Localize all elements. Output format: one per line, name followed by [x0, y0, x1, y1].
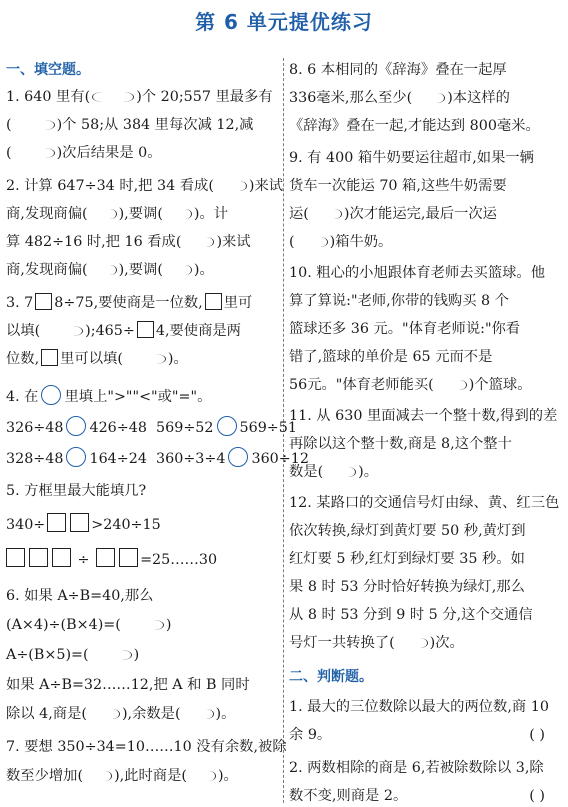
q2-text: )。 — [193, 262, 214, 278]
q8-text: 《辞海》叠在一起,才能达到 800毫米。 — [289, 118, 540, 134]
blank[interactable] — [89, 709, 120, 719]
q3-text: 位数, — [6, 351, 40, 367]
q3-text: 里可 — [223, 295, 253, 311]
q6-text: ) — [133, 647, 140, 663]
q1-text: )次后结果是 0。 — [56, 145, 162, 161]
j2-text: 2. 两数相除的商是 6,若被除数除以 3,除 — [289, 760, 544, 776]
q2-text: 算 482÷16 时,把 16 看成( — [6, 234, 182, 250]
blank[interactable] — [85, 771, 112, 781]
q1-text: )个 20;557 里最多有 — [136, 89, 273, 105]
q3-text: 4,要使商是两 — [155, 323, 241, 339]
q3-text: )。 — [167, 351, 188, 367]
q11-text: 再除以这个整十数,商是 8,这个整十 — [289, 436, 512, 452]
q9-text: 货车一次能运 70 箱,这些牛奶需要 — [289, 178, 507, 194]
q3-text: 8÷75,要使商是一位数, — [54, 295, 203, 311]
expression: 360÷3÷4 — [156, 451, 226, 467]
expression: 569÷51 — [239, 420, 297, 436]
section-true-false: 二、判断题。 — [289, 669, 373, 685]
q12-text: 号灯一共转换了( — [289, 635, 395, 651]
q12-text: )次。 — [429, 635, 464, 651]
q9-text: )箱牛奶。 — [329, 234, 393, 250]
q2-text: ),要调( — [118, 206, 163, 222]
blank[interactable] — [90, 209, 117, 219]
q3-text: 里可以填( — [60, 351, 123, 367]
q6-text: A÷(B×5)=( — [6, 647, 89, 663]
q8-text: )本这样的 — [447, 90, 510, 106]
blank[interactable] — [42, 326, 83, 336]
blank[interactable] — [397, 638, 428, 648]
q6-text: 6. 如果 A÷B=40,那么 — [6, 588, 154, 604]
answer-parentheses[interactable]: ( ) — [529, 788, 545, 804]
j1-text: 1. 最大的三位数除以最大的两位数,商 10 — [289, 699, 549, 715]
compare-circle[interactable] — [66, 416, 86, 436]
blank[interactable] — [165, 265, 192, 275]
q3-text: 以填( — [6, 323, 41, 339]
answer-box[interactable] — [119, 548, 138, 567]
blank[interactable] — [123, 620, 164, 630]
q10-text: 56元。"体育老师能买( — [289, 377, 434, 393]
q6-text: 如果 A÷B=32……12,把 A 和 B 同时 — [6, 677, 250, 693]
blank[interactable] — [414, 93, 445, 103]
answer-box[interactable] — [29, 548, 48, 567]
q5-text: 340÷ — [6, 517, 46, 533]
q11-text: 数是( — [289, 464, 324, 480]
q1-text: 1. 640 里有( — [6, 89, 91, 105]
q10-text: )个篮球。 — [468, 377, 532, 393]
q10-text: 错了,篮球的单价是 65 元而不是 — [289, 349, 493, 365]
q6-text: ),余数是( — [121, 706, 181, 722]
q7-text: 数至少增加( — [6, 768, 84, 784]
q10-text: 算了算说:"老师,你带的钱购买 8 个 — [289, 293, 509, 309]
q7-text: 7. 要想 350÷34=10……10 没有余数,被除 — [6, 739, 287, 755]
blank[interactable] — [92, 92, 134, 102]
q4-text: 4. 在 — [6, 389, 39, 405]
blank[interactable] — [165, 209, 192, 219]
compare-circle[interactable] — [228, 447, 248, 467]
page-title: 第 6 单元提优练习 — [195, 10, 373, 34]
answer-box[interactable] — [41, 349, 58, 366]
answer-box[interactable] — [52, 548, 71, 567]
answer-box[interactable] — [6, 548, 25, 567]
q11-text: )。 — [358, 464, 379, 480]
q6-text: ) — [165, 617, 172, 633]
q12-text: 依次转换,绿灯到黄灯要 50 秒,黄灯到 — [289, 523, 526, 539]
q5-text: 5. 方框里最大能填几? — [6, 483, 147, 499]
expression: 426÷48 — [89, 420, 147, 436]
q2-text: ),要调( — [118, 262, 163, 278]
blank[interactable] — [14, 120, 55, 130]
q11-text: 11. 从 630 里面减去一个整十数,得到的差 — [289, 408, 558, 424]
compare-circle[interactable] — [66, 447, 86, 467]
blank[interactable] — [297, 237, 328, 247]
expression: 328÷48 — [6, 451, 64, 467]
q2-text: 2. 计算 647÷34 时,把 34 看成( — [6, 178, 214, 194]
blank[interactable] — [189, 771, 216, 781]
blank[interactable] — [216, 181, 247, 191]
blank[interactable] — [183, 237, 214, 247]
q9-text: 运( — [289, 206, 309, 222]
q12-text: 红灯要 5 秒,红灯到绿灯要 35 秒。如 — [289, 551, 525, 567]
expression: 164÷24 — [89, 451, 147, 467]
answer-box[interactable] — [137, 321, 154, 338]
q3-text: 3. 7 — [6, 295, 34, 311]
blank[interactable] — [125, 354, 166, 364]
q12-text: 12. 某路口的交通信号灯由绿、黄、红三色 — [289, 495, 560, 511]
answer-box[interactable] — [205, 293, 222, 310]
expression: 569÷52 — [156, 420, 214, 436]
q2-text: 商,发现商偏( — [6, 262, 88, 278]
q9-text: ( — [289, 234, 295, 250]
blank[interactable] — [325, 467, 356, 477]
j1-text: 余 9。 — [289, 727, 332, 743]
q4-text: 里填上">""<"或"="。 — [64, 389, 212, 405]
q6-text: )。 — [215, 706, 236, 722]
q10-text: 10. 粗心的小旭跟体育老师去买篮球。他 — [289, 265, 546, 281]
q9-text: )次才能运完,最后一次运 — [343, 206, 497, 222]
q2-text: )来试 — [216, 234, 251, 250]
q5-text: >240÷15 — [91, 517, 161, 533]
q12-text: 从 8 时 53 分到 9 时 5 分,这个交通信 — [289, 607, 533, 623]
q9-text: 9. 有 400 箱牛奶要运往超市,如果一辆 — [289, 150, 534, 166]
expression: 360÷12 — [251, 451, 309, 467]
q12-text: 果 8 时 53 分时恰好转换为绿灯,那么 — [289, 579, 525, 595]
q6-text: 除以 4,商是( — [6, 706, 87, 722]
q2-text: )。计 — [193, 206, 229, 222]
circle-symbol — [41, 385, 61, 405]
blank[interactable] — [436, 380, 467, 390]
compare-circle[interactable] — [217, 416, 237, 436]
q3-text: );465÷ — [85, 323, 135, 339]
answer-parentheses[interactable]: ( ) — [529, 727, 545, 743]
q5-text: ÷ — [77, 552, 90, 568]
answer-box[interactable] — [96, 548, 115, 567]
q5-text: =25……30 — [140, 552, 218, 568]
expression: 326÷48 — [6, 420, 64, 436]
q6-text: (A×4)÷(B×4)=( — [6, 617, 121, 633]
answer-box[interactable] — [35, 293, 52, 310]
answer-box[interactable] — [70, 513, 89, 532]
q1-text: ( — [6, 117, 12, 133]
q2-text: 商,发现商偏( — [6, 206, 88, 222]
q10-text: 篮球还多 36 元。"体育老师说:"你看 — [289, 321, 521, 337]
q7-text: )。 — [217, 768, 238, 784]
q8-text: 8. 6 本相同的《辞海》叠在一起厚 — [289, 62, 507, 78]
q1-text: ( — [6, 145, 12, 161]
blank[interactable] — [90, 265, 117, 275]
q2-text: )来试 — [248, 178, 284, 194]
blank[interactable] — [14, 148, 55, 158]
blank[interactable] — [91, 650, 132, 660]
q1-text: )个 58;从 384 里每次减 12,减 — [56, 117, 254, 133]
q8-text: 336毫米,那么至少( — [289, 90, 413, 106]
answer-box[interactable] — [47, 513, 66, 532]
j2-text: 数不变,则商是 2。 — [289, 788, 408, 804]
blank[interactable] — [183, 709, 214, 719]
q7-text: ),此时商是( — [114, 768, 187, 784]
section-fill-in: 一、填空题。 — [6, 62, 90, 78]
blank[interactable] — [311, 209, 342, 219]
